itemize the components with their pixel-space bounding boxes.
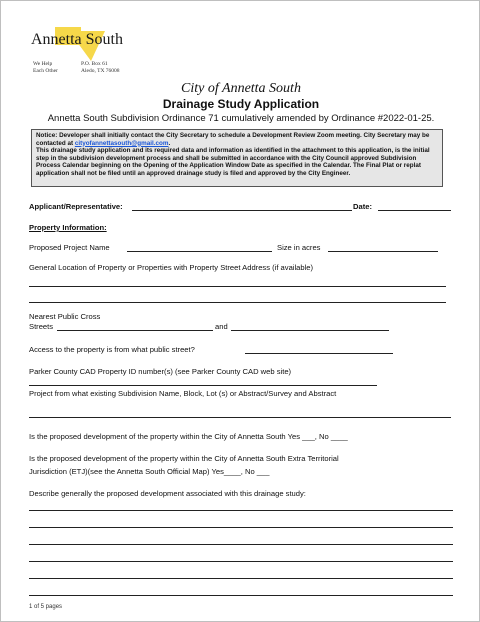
notice-body: This drainage study application and its required data and information as identified in the attachment to this application, is the initial step in the subdivision development process and shall be submitted in accordance with the City Council approved Subdivision Process Calendar beginning on the Opening of the Application Window Date as specified in the Calendar. The Final Plat or replat application shall not be filed until an approved drainage study is filed and approved by the City Engineer. <box>36 147 430 177</box>
describe-field-5[interactable] <box>29 578 453 579</box>
property-info-heading: Property Information: <box>29 223 107 232</box>
page-title: Drainage Study Application <box>162 97 320 111</box>
nearest-streets-label-2: Streets <box>29 322 54 331</box>
subdivision-label: Project from what existing Subdivision Name, Block, Lot (s) or Abstract/Survey and Abstract <box>29 389 337 398</box>
cad-id-label: Parker County CAD Property ID number(s) (see Parker County CAD web site) <box>29 367 292 376</box>
project-name-field[interactable] <box>127 251 272 252</box>
page-count: 1 of 5 pages <box>29 604 63 610</box>
describe-label: Describe generally the proposed development associated with this drainage study: <box>29 489 306 498</box>
location-field-1[interactable] <box>29 286 446 287</box>
notice-intro: Notice: Developer shall initially contact the City Secretary to schedule a Development Review Zoom meeting. City Secretary may be contacted at <box>36 132 430 147</box>
size-acres-field[interactable] <box>328 251 438 252</box>
project-name-label: Proposed Project Name <box>29 243 110 252</box>
location-label: General Location of Property or Properties with Property Street Address (if available) <box>29 263 314 272</box>
etj-question-line-2: Jurisdiction (ETJ)(see the Annetta South Official Map) Yes____, No ___ <box>29 467 270 476</box>
ordinance-subtitle: Annetta South Subdivision Ordinance 71 cumulatively amended by Ordinance #2022-01-25. <box>47 113 435 124</box>
logo-brand: Annetta South <box>31 31 123 48</box>
cross-street-2-field[interactable] <box>231 330 389 331</box>
subdivision-field[interactable] <box>29 417 451 418</box>
city-logo <box>31 25 141 81</box>
describe-field-3[interactable] <box>29 544 453 545</box>
logo-tagline: We Help Each Other <box>33 61 58 74</box>
cad-id-field[interactable] <box>29 385 377 386</box>
describe-field-4[interactable] <box>29 561 453 562</box>
notice-period: . <box>168 139 171 147</box>
location-field-2[interactable] <box>29 302 446 303</box>
within-city-question: Is the proposed development of the property within the City of Annetta South Yes ___, No ____ <box>29 432 348 441</box>
notice-box <box>31 129 443 187</box>
describe-field-6[interactable] <box>29 595 453 596</box>
access-street-field[interactable] <box>245 353 393 354</box>
date-field[interactable] <box>378 210 451 211</box>
city-name: City of Annetta South <box>181 81 301 96</box>
date-label: Date: <box>353 202 372 211</box>
describe-field-1[interactable] <box>29 510 453 511</box>
etj-question-line-1: Is the proposed development of the property within the City of Annetta South Extra Territorial <box>29 454 339 463</box>
applicant-field[interactable] <box>132 210 352 211</box>
access-street-label: Access to the property is from what public street? <box>29 345 195 354</box>
size-acres-label: Size in acres <box>277 243 321 252</box>
secretary-email-link[interactable]: cityofannettasouth@gmail.com <box>74 139 169 147</box>
describe-field-2[interactable] <box>29 527 453 528</box>
applicant-label: Applicant/Representative: <box>29 202 123 211</box>
cross-street-1-field[interactable] <box>57 330 213 331</box>
logo-address: P.O. Box 61 Aledo, TX 76008 <box>81 61 120 74</box>
nearest-streets-label-1: Nearest Public Cross <box>29 312 101 321</box>
and-label: and <box>215 322 228 331</box>
